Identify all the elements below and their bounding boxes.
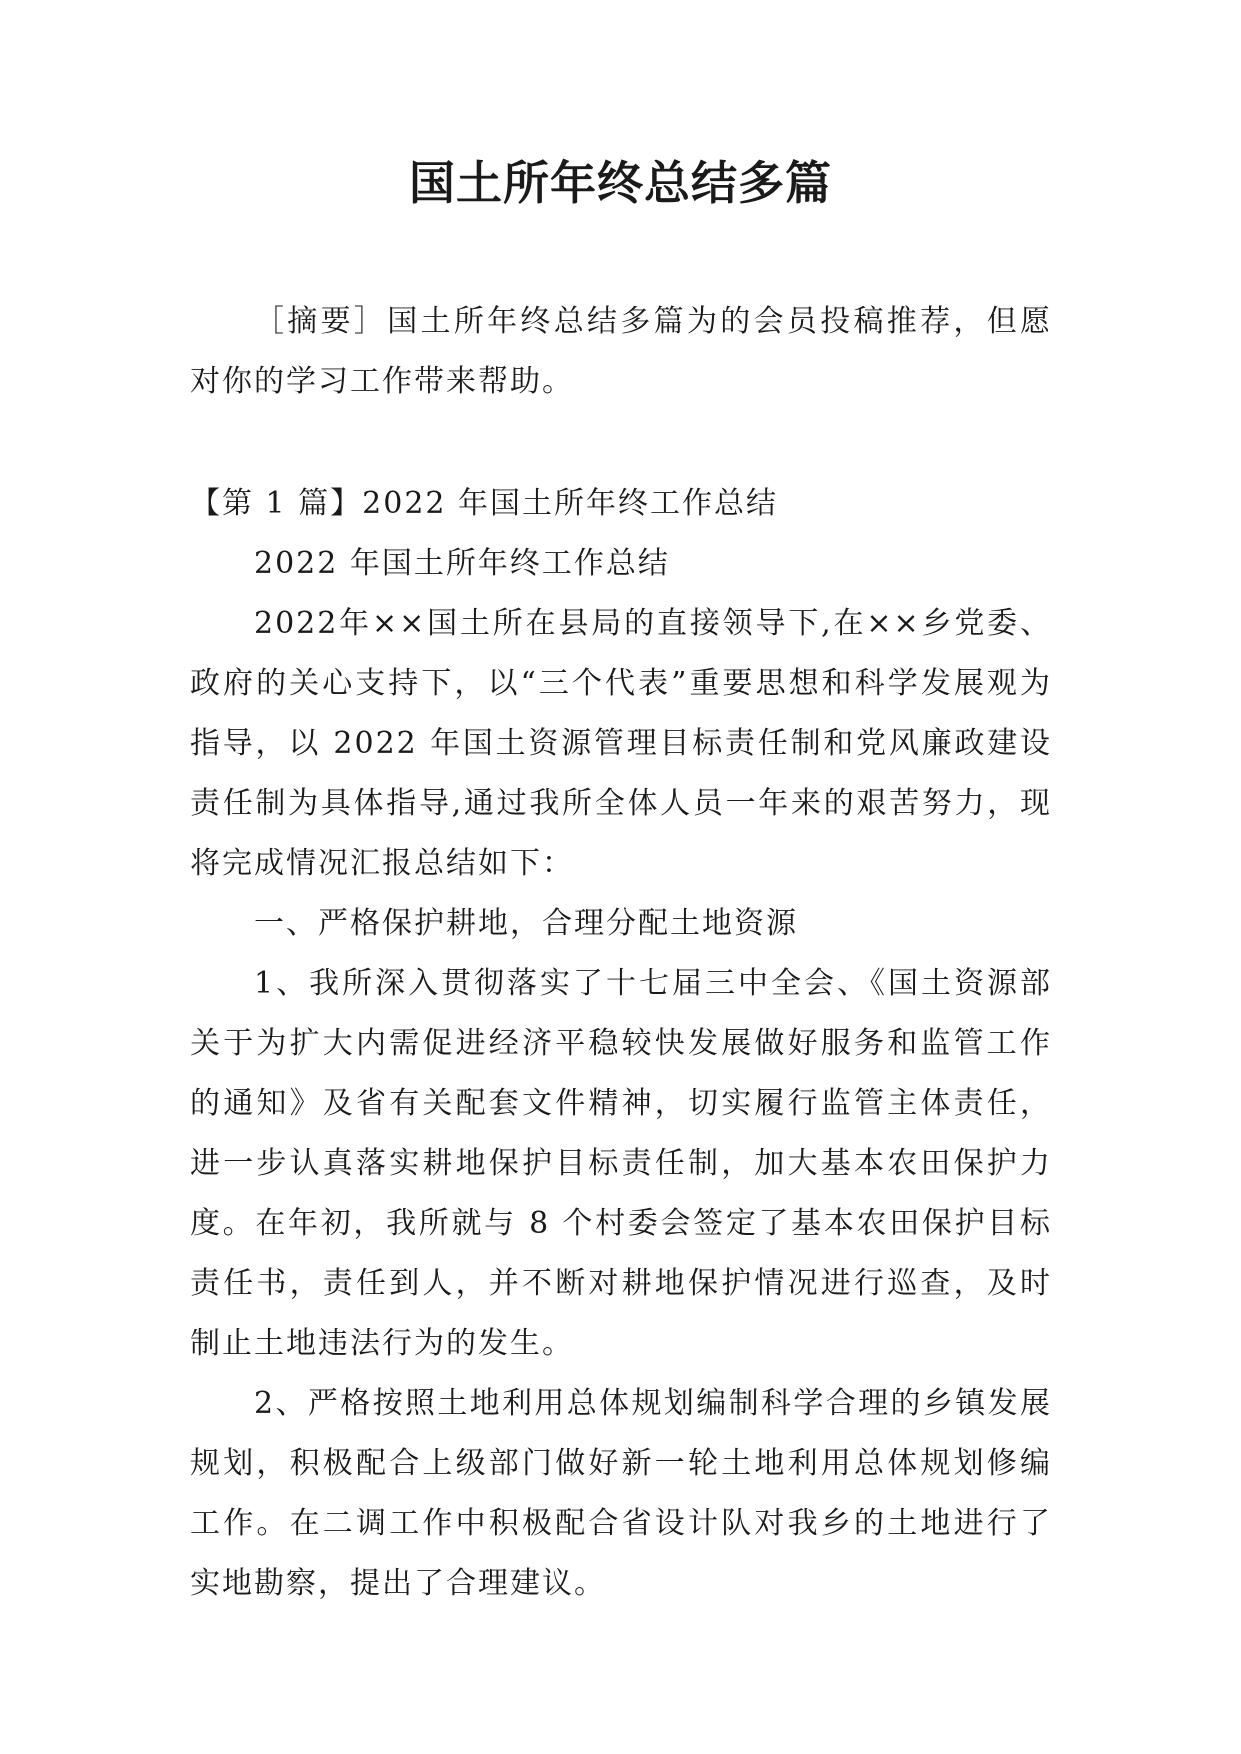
body-paragraph-2: 2、严格按照土地利用总体规划编制科学合理的乡镇发展规划，积极配合上级部门做好新一轮土地利用总体规划修编工作。在二调工作中积极配合省设计队对我乡的土地进行了实地勘察，提出了合理建议。 — [190, 1386, 1052, 1601]
abstract-paragraph: ［摘要］国土所年终总结多篇为的会员投稿推荐，但愿对你的学习工作带来帮助。 — [190, 304, 1052, 399]
page-title: 国土所年终总结多篇 — [409, 156, 832, 210]
body-paragraph-1: 1、我所深入贯彻落实了十七届三中全会、《国土资源部关于为扩大内需促进经济平稳较快发展做好服务和监管工作的通知》及省有关配套文件精神，切实履行监管主体责任，进一步认真落实耕地保护目标责任制，加大基本农田保护力度。在年初，我所就与 8 个村委会签定了基本农田保护目标责任书，责任到人，并不断对耕地保护情况进行巡查，及时制止土地违法行为的发生。 — [190, 966, 1052, 1361]
intro-paragraph: 2022年××国土所在县局的直接领导下,在××乡党委、政府的关心支持下，以“三个代表”重要思想和科学发展观为指导，以 2022 年国土资源管理目标责任制和党风廉政建设责任制为具体指导,通过我所全体人员一年来的艰苦努力，现将完成情况汇报总结如下： — [190, 606, 1052, 881]
section-heading: 一、严格保护耕地，合理分配土地资源 — [254, 906, 798, 941]
article-heading: 【第 1 篇】2022 年国土所年终工作总结 — [190, 486, 779, 521]
document-body — [190, 292, 1052, 1614]
subtitle-paragraph: 2022 年国土所年终工作总结 — [254, 546, 670, 581]
